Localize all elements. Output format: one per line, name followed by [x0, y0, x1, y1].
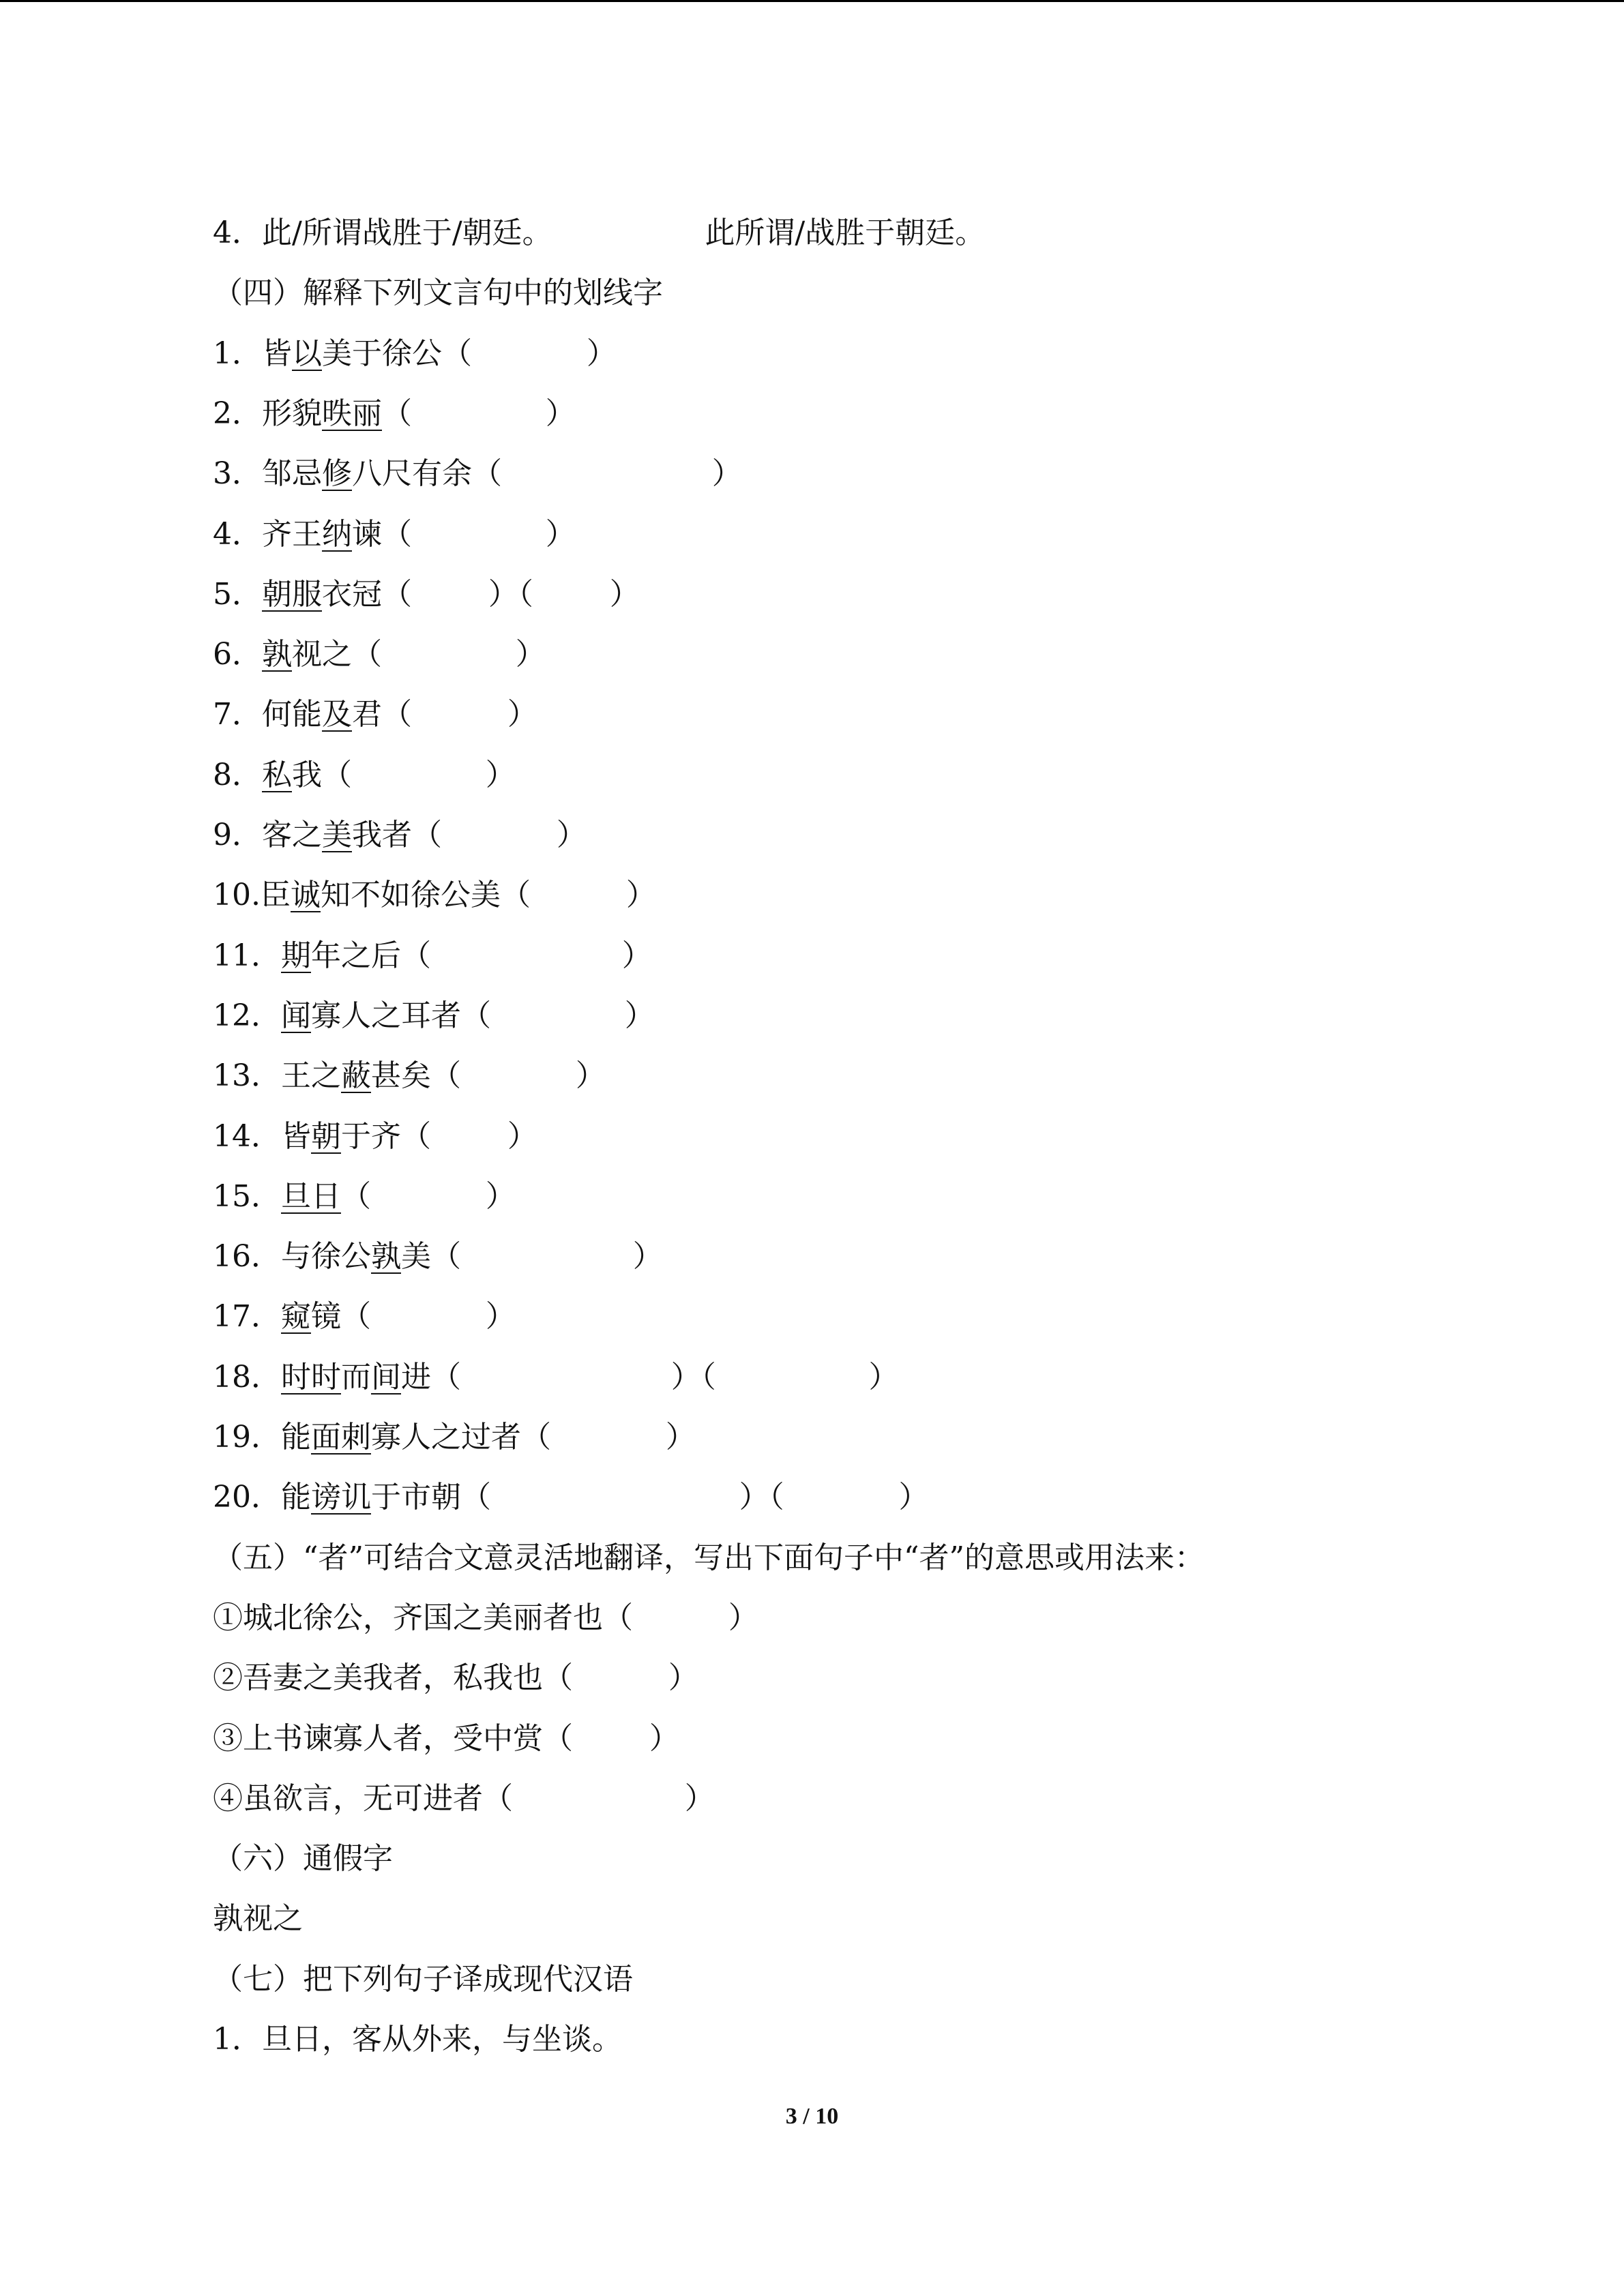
text-segment: 我（ ）	[292, 757, 516, 792]
text-segment: （ ）	[341, 1178, 516, 1214]
underlined-character: 间	[371, 1359, 401, 1395]
document-line	[213, 1049, 606, 1103]
document-line	[213, 1531, 1205, 1585]
underlined-character: 窥	[281, 1299, 311, 1335]
document-line	[213, 1410, 696, 1465]
text-segment: 于齐（ ）	[341, 1118, 537, 1154]
document-line	[213, 387, 576, 441]
text-segment: 6．	[213, 637, 262, 672]
text-segment: 我者（ ）	[352, 818, 587, 852]
document-line	[213, 1229, 663, 1284]
document-line	[213, 808, 587, 863]
text-segment: （七）把下列句子译成现代汉语	[213, 1961, 633, 1997]
text-segment: 进（ ）（ ）	[401, 1359, 899, 1395]
underlined-character: 诚	[290, 878, 321, 913]
text-segment: 于市朝（ ）（ ）	[371, 1480, 929, 1515]
text-segment: 甚矣（ ）	[371, 1058, 606, 1094]
underlined-character: 期	[281, 938, 311, 973]
underlined-character: 谤讥	[311, 1480, 371, 1515]
document-line	[213, 868, 656, 923]
text-segment: ②吾妻之美我者，私我也（ ）	[213, 1660, 698, 1696]
text-segment: 14．皆	[213, 1118, 311, 1154]
text-segment: 5．	[213, 576, 262, 612]
text-segment: 18．	[213, 1359, 281, 1395]
document-line	[213, 1712, 679, 1766]
text-segment: 12．	[213, 998, 281, 1033]
document-line	[213, 1591, 758, 1645]
underlined-character: 修	[322, 456, 352, 492]
text-segment: 知不如徐公美（ ）	[320, 878, 656, 913]
text-segment: 衣冠（ ）（ ）	[322, 576, 640, 612]
document-line	[213, 748, 516, 803]
text-segment: 1．旦日，客从外来，与坐谈。	[213, 2022, 622, 2057]
text-segment: 年之后（ ）	[311, 938, 652, 973]
text-segment: 16．与徐公	[213, 1239, 371, 1274]
document-line	[213, 1289, 516, 1344]
text-segment: （五）“者”可结合文意灵活地翻译，写出下面句子中“者”的意思或用法来：	[213, 1540, 1205, 1575]
text-segment: 寡人之过者（ ）	[371, 1420, 696, 1455]
text-segment: 3．邹忌	[213, 456, 322, 492]
text-segment: （六）通假字	[213, 1841, 393, 1877]
underlined-character: 面刺	[311, 1420, 371, 1455]
underlined-character: 朝服	[262, 576, 322, 612]
text-segment: 君（ ）	[352, 697, 537, 732]
text-segment: 视之（ ）	[292, 637, 546, 672]
text-segment: 此所谓/战胜于朝廷。	[552, 215, 986, 250]
underlined-character: 孰	[371, 1239, 401, 1274]
document-line	[213, 1169, 516, 1224]
text-segment: 八尺有余（ ）	[352, 456, 742, 492]
text-segment: 4．此/所谓战胜于/朝廷。	[213, 215, 552, 250]
document-line	[213, 327, 617, 381]
document-line	[213, 1832, 393, 1886]
document-line	[213, 1952, 633, 2007]
text-segment: 美（ ）	[401, 1239, 663, 1274]
text-segment: 美于徐公（ ）	[322, 336, 617, 371]
text-segment: 9．客之	[213, 818, 322, 852]
document-line	[213, 1470, 928, 1525]
document-line	[213, 1892, 303, 1946]
text-segment: 17．	[213, 1299, 281, 1335]
text-segment: 谏（ ）	[352, 516, 576, 552]
document-line	[213, 929, 652, 983]
text-segment: 4．齐王	[213, 516, 322, 552]
underlined-character: 蔽	[341, 1058, 371, 1094]
text-segment: 1．皆	[213, 336, 292, 371]
document-line	[213, 687, 537, 742]
text-segment: ④虽欲言，无可进者（ ）	[213, 1780, 715, 1816]
document-line	[213, 989, 655, 1043]
document-line	[213, 507, 576, 562]
text-segment: 2．形貌	[213, 396, 322, 431]
document-line	[213, 266, 663, 320]
top-border-line	[0, 0, 1624, 2]
underlined-character: 以	[292, 336, 322, 371]
text-segment: ③上书谏寡人者，受中赏（ ）	[213, 1720, 679, 1756]
document-line	[213, 2012, 622, 2067]
underlined-character: 闻	[281, 998, 311, 1033]
document-line	[213, 447, 742, 501]
text-segment: ①城北徐公，齐国之美丽者也（ ）	[213, 1600, 758, 1635]
page-number: 3 / 10	[785, 2104, 839, 2129]
text-segment: （四）解释下列文言句中的划线字	[213, 275, 663, 311]
document-line	[213, 206, 985, 260]
document-line	[213, 1109, 537, 1164]
document-line	[213, 1651, 698, 1705]
text-segment: 寡人之耳者（ ）	[311, 998, 655, 1033]
underlined-character: 私	[262, 757, 292, 792]
text-segment: 镜（ ）	[311, 1299, 516, 1335]
underlined-character: 时时	[281, 1359, 341, 1395]
document-line	[213, 1772, 715, 1826]
text-segment: 20．能	[213, 1480, 311, 1515]
document-line	[213, 627, 546, 682]
document-line	[213, 567, 640, 622]
underlined-character: 孰	[262, 637, 292, 672]
underlined-character: 朝	[311, 1118, 341, 1154]
text-segment: 10.臣	[213, 878, 291, 913]
underlined-character: 美	[322, 818, 352, 852]
underlined-character: 旦日	[281, 1178, 341, 1214]
text-segment: 而	[341, 1359, 371, 1395]
text-segment: 7．何能	[213, 697, 322, 732]
underlined-character: 纳	[322, 516, 352, 552]
underlined-character: 昳丽	[322, 396, 382, 431]
text-segment: 15．	[213, 1178, 281, 1214]
text-segment: （ ）	[382, 396, 576, 431]
text-segment: 孰视之	[213, 1901, 303, 1937]
text-segment: 8．	[213, 757, 262, 792]
text-segment: 11．	[213, 938, 281, 973]
underlined-character: 及	[322, 697, 352, 732]
document-line	[213, 1350, 898, 1405]
text-segment: 13．王之	[213, 1058, 341, 1094]
text-segment: 19．能	[213, 1420, 311, 1455]
